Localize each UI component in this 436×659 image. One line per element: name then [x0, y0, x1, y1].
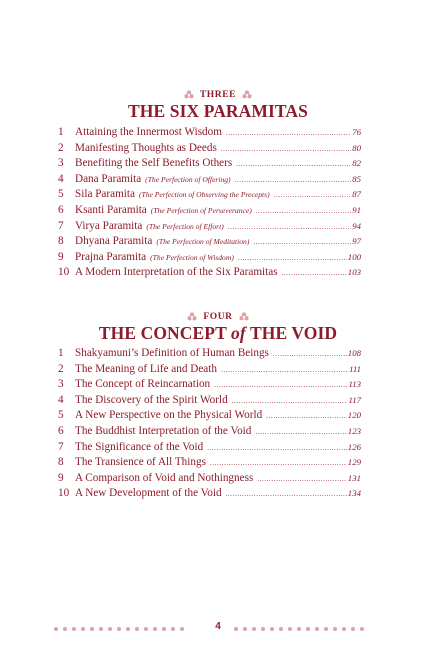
- toc-list-chapter-four: [58, 347, 361, 503]
- chapter-three-header: [0, 90, 436, 122]
- entry-page-number: 82: [352, 158, 361, 169]
- dot-leader: [207, 444, 347, 452]
- dot-leader: [266, 412, 347, 420]
- chapter-four-header: [0, 312, 436, 344]
- entry-number: 9: [58, 471, 64, 484]
- ornament-dot: [243, 627, 247, 631]
- entry-number: 5: [58, 188, 64, 201]
- entry-number: 10: [58, 266, 70, 279]
- toc-entry: [58, 251, 361, 267]
- entry-title: Prajna Paramita: [75, 250, 147, 263]
- dot-leader: [255, 428, 346, 436]
- entry-number: 10: [58, 487, 70, 500]
- chapter-title-of: of: [231, 323, 246, 343]
- flower-icon: [184, 90, 194, 100]
- entry-number: 8: [58, 456, 64, 469]
- entry-number: 5: [58, 409, 64, 422]
- entry-title: Dana Paramita: [75, 172, 142, 185]
- entry-title: The Significance of the Void: [75, 440, 204, 453]
- toc-entry: [58, 472, 361, 488]
- page-footer: [0, 621, 436, 637]
- entry-number: 6: [58, 424, 64, 437]
- dot-leader: [238, 254, 347, 262]
- entry-number: 1: [58, 347, 64, 359]
- toc-entry: [58, 126, 361, 142]
- entry-number: 7: [58, 219, 64, 232]
- entry-subtitle: (The Perfection of Wisdom): [150, 252, 234, 262]
- toc-entry: [58, 266, 361, 282]
- entry-page-number: 113: [348, 379, 361, 390]
- entry-page-number: 94: [352, 220, 361, 231]
- entry-page-number: 120: [347, 410, 361, 421]
- toc-entry: [58, 378, 361, 394]
- dot-leader: [228, 223, 351, 231]
- toc-entry: [58, 487, 361, 503]
- ornament-dot: [306, 627, 310, 631]
- ornament-dot: [234, 627, 238, 631]
- toc-entry: [58, 142, 361, 158]
- entry-subtitle: (The Perfection of Effort): [146, 221, 224, 231]
- chapter-label-row: [0, 90, 436, 100]
- entry-title: Virya Paramita: [75, 219, 143, 232]
- entry-number: 4: [58, 172, 64, 185]
- entry-title: A New Development of the Void: [75, 487, 222, 500]
- dot-leader: [235, 176, 352, 184]
- toc-entry: [58, 173, 361, 189]
- ornament-dot: [333, 627, 337, 631]
- entry-page-number: 131: [347, 472, 361, 483]
- dot-leader: [226, 490, 347, 498]
- entry-number: 9: [58, 250, 64, 263]
- toc-entry: [58, 204, 361, 220]
- entry-number: 6: [58, 203, 64, 216]
- entry-page-number: 126: [347, 441, 361, 452]
- chapter-title: [0, 323, 436, 344]
- entry-subtitle: (The Perfection of Perseverance): [150, 205, 252, 215]
- page-number: 4: [215, 621, 221, 632]
- ornament-dot: [270, 627, 274, 631]
- chapter-number-label: THREE: [199, 90, 237, 100]
- toc-entry: [58, 425, 361, 441]
- ornament-dot: [288, 627, 292, 631]
- dot-leader: [253, 238, 351, 246]
- entry-page-number: 76: [352, 127, 361, 137]
- ornament-dot: [351, 627, 355, 631]
- entry-subtitle: (The Perfection of Offering): [145, 174, 231, 184]
- entry-title: The Buddhist Interpretation of the Void: [75, 424, 252, 437]
- entry-number: 3: [58, 157, 64, 170]
- entry-number: 3: [58, 378, 64, 391]
- ornament-dot: [342, 627, 346, 631]
- ornament-dot: [297, 627, 301, 631]
- entry-subtitle: (The Perfection of Observing the Precepts): [138, 190, 270, 200]
- dot-leader: [236, 160, 351, 168]
- entry-page-number: 108: [347, 348, 361, 358]
- entry-number: 2: [58, 362, 64, 375]
- entry-number: 7: [58, 440, 64, 453]
- entry-page-number: 100: [347, 251, 361, 262]
- entry-page-number: 85: [352, 173, 361, 184]
- entry-page-number: 129: [347, 457, 361, 468]
- toc-entry: [58, 347, 361, 363]
- ornament-dot: [360, 627, 364, 631]
- dot-leader: [256, 207, 351, 215]
- chapter-title: THE SIX PARAMITAS: [128, 101, 308, 121]
- dot-leader: [232, 397, 348, 405]
- chapter-number-label: FOUR: [203, 312, 233, 322]
- flower-icon: [187, 312, 197, 322]
- toc-entry: [58, 394, 361, 410]
- ornament-dot: [324, 627, 328, 631]
- entry-number: 1: [58, 126, 64, 138]
- toc-entry: [58, 235, 361, 251]
- toc-entry: [58, 363, 361, 379]
- dot-leader: [274, 191, 352, 199]
- entry-title: A New Perspective on the Physical World: [75, 409, 263, 422]
- entry-title: The Concept of Reincarnation: [75, 378, 211, 391]
- entry-title: Ksanti Paramita: [75, 203, 147, 216]
- entry-number: 8: [58, 235, 64, 248]
- toc-list-chapter-three: [58, 126, 361, 282]
- dot-leader: [273, 350, 347, 358]
- entry-title: A Comparison of Void and Nothingness: [75, 471, 254, 484]
- dot-leader: [282, 269, 347, 277]
- dot-leader: [214, 381, 347, 389]
- toc-entry: [58, 456, 361, 472]
- entry-title: The Meaning of Life and Death: [75, 362, 217, 375]
- entry-page-number: 134: [347, 488, 361, 499]
- entry-title: Shakyamuni’s Definition of Human Beings: [75, 347, 269, 359]
- entry-title: Benefiting the Self Benefits Others: [75, 157, 233, 170]
- toc-entry: [58, 220, 361, 236]
- entry-title: Manifesting Thoughts as Deeds: [75, 141, 217, 154]
- entry-title: Sila Paramita: [75, 188, 135, 201]
- ornament-dot: [279, 627, 283, 631]
- entry-title: The Transience of All Things: [75, 456, 206, 469]
- entry-title: Dhyana Paramita: [75, 235, 153, 248]
- entry-page-number: 103: [347, 267, 361, 278]
- toc-entry: [58, 188, 361, 204]
- flower-icon: [242, 90, 252, 100]
- entry-number: 4: [58, 393, 64, 406]
- dot-leader: [210, 459, 347, 467]
- dot-leader: [221, 366, 348, 374]
- chapter-title-part: THE CONCEPT: [98, 323, 232, 343]
- entry-page-number: 123: [347, 425, 361, 436]
- ornament-dot: [261, 627, 265, 631]
- dot-leader: [257, 475, 347, 483]
- entry-title: Attaining the Innermost Wisdom: [75, 126, 222, 138]
- entry-page-number: 111: [349, 363, 361, 374]
- entry-title: The Discovery of the Spirit World: [75, 393, 228, 406]
- entry-page-number: 117: [348, 394, 361, 405]
- ornament-dot: [252, 627, 256, 631]
- toc-entry: [58, 409, 361, 425]
- toc-entry: [58, 157, 361, 173]
- entry-page-number: 91: [352, 204, 361, 215]
- dot-leader: [221, 145, 351, 153]
- toc-entry: [58, 441, 361, 457]
- entry-page-number: 87: [352, 189, 361, 200]
- footer-ornament-right: [234, 627, 364, 633]
- entry-title: A Modern Interpretation of the Six Paramitas: [75, 266, 278, 279]
- ornament-dot: [315, 627, 319, 631]
- entry-page-number: 80: [352, 142, 361, 153]
- entry-page-number: 97: [352, 236, 361, 247]
- chapter-title-part: THE VOID: [245, 323, 338, 343]
- entry-number: 2: [58, 141, 64, 154]
- flower-icon: [239, 312, 249, 322]
- dot-leader: [226, 129, 351, 137]
- entry-subtitle: (The Perfection of Meditation): [156, 237, 250, 247]
- chapter-label-row: [0, 312, 436, 322]
